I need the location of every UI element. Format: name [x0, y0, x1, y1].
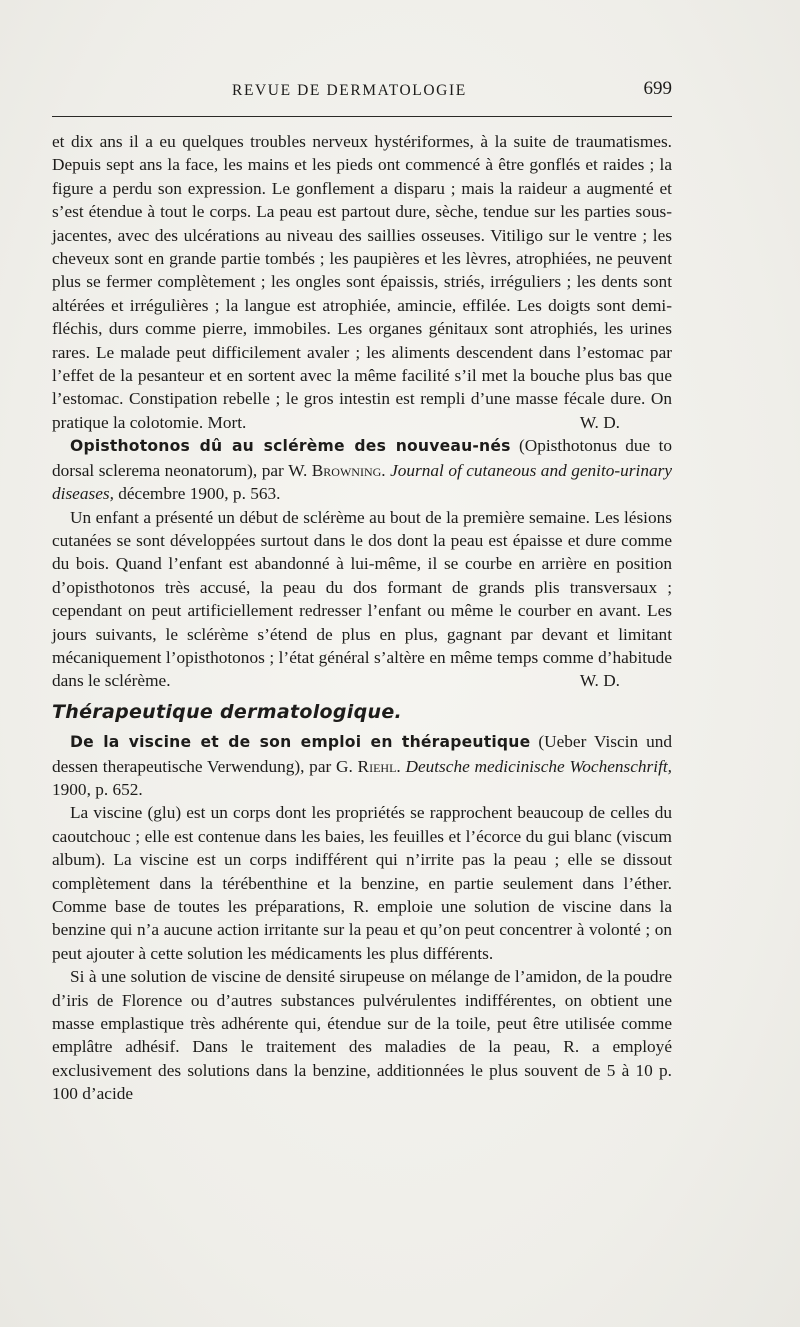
page-number: 699 — [643, 78, 672, 99]
article2-paragraph-1: La viscine (glu) est un corps dont les propriétés se rapprochent beaucoup de celles du caoutchouc ; elle est contenue dans les baies, les feuilles et l’écorce du gui blanc (viscum album). La viscine est un corps indifférent qui n’irrite pas la peau ; elle se dissout complètement dans la térébenthine et la benzine, en partie seulement dans l’éther. Comme base de toutes les préparations, R. emploie une solution de viscine dans la benzine qui n’a aucune action irritante sur la peau et qu’on peut concentrer à volonté ; on peut ajouter à cette solution les médicaments les plus différents. — [52, 803, 672, 963]
article2-journal: Deutsche medicinische Wochenschrift, — [405, 756, 673, 776]
article2-paragraph-2: Si à une solution de viscine de densité sirupeuse on mélange de l’amidon, de la poudre d’iris de Florence ou d’autres substances pulvérulentes indifférentes, on obtient une masse emplastique très adhérente qui, étendue sur de la toile, peut être utilisée comme emplâtre adhésif. Dans le traitement des maladies de la peau, R. a employé exclusivement des solutions dans la benzine, additionnées le plus souvent de 5 à 10 p. 100 d’acide — [52, 967, 672, 1104]
article1-header — [52, 434, 672, 505]
article2-author: Riehl. — [357, 756, 401, 776]
article1-text: Un enfant a présenté un début de sclérème au bout de la première semaine. Les lésions cutanées se sont développées surtout dans le dos dont la peau est épaisse et dure comme du bois. Quand l’enfant est abandonné à lui-même, il se courbe en arrière en position d’opisthotonos très accusé, la peau du dos formant de grands plis transversaux ; cependant on peut artificiellement redresser l’enfant ou même le courber en avant. Les jours suivants, le sclérème s’étend de plus en plus, gagnant par devant et limitant mécaniquement l’opisthotonos ; l’état général s’altère en même temps comme d’habitude dans le sclérème. — [52, 507, 672, 691]
article2-header — [52, 730, 672, 801]
section-heading: Thérapeutique dermatologique. — [52, 700, 403, 723]
article1-signature: W. D. — [579, 671, 620, 691]
continuation-text: et dix ans il a eu quelques troubles nerveux hystériformes, à la suite de traumatismes. Depuis sept ans la face, les mains et les pieds ont commencé à être gonflés et raides ; la figure a perdu son expression. Le gonflement a disparu ; mais la raideur a augmenté et s’est étendue à tout le corps. La peau est partout dure, sèche, tendue sur les parties sous-jacentes, avec des ulcérations au niveau des saillies osseuses. Vitiligo sur le ventre ; les cheveux sont en grande partie tombés ; les paupières et les lèvres, atrophiées, ne peuvent plus se fermer complètement ; les ongles sont épaissis, striés, irréguliers ; les dents sont altérées et irrégulières ; la langue est atrophiée, amincie, effilée. Les doigts sont demi-fléchis, durs comme pierre, immobiles. Les organes génitaux sont atrophiés, les urines rares. Le malade peut difficilement avaler ; les aliments descendent dans l’estomac par l’effet de la pesanteur et en sortent avec la même facilité s’il met la bouche plus bas que l’estomac. Constipation rebelle ; le gros intestin est rempli d’une masse fécale dure. On pratique la colotomie. Mort. — [52, 132, 672, 432]
running-head — [52, 78, 672, 104]
continuation-signature: W. D. — [579, 412, 620, 432]
header-rule — [52, 116, 672, 117]
body-text — [52, 130, 672, 1106]
article1-subtitle: (Opisthotonus due to dorsal sclerema neonatorum), par — [52, 436, 673, 480]
article1-title: Opisthotonos dû au sclérème des nouveau-nés — [70, 437, 511, 456]
article1-author: W. Browning. — [288, 460, 386, 480]
article1-journal: Journal of cutaneous and genito-urinary diseases, — [52, 460, 672, 504]
journal-title: REVUE DE DERMATOLOGIE — [232, 82, 467, 99]
article1-citation: décembre 1900, p. 563. — [118, 484, 281, 504]
continuation-paragraph — [52, 130, 672, 434]
article2-citation: 1900, p. 652. — [52, 779, 143, 799]
article1-paragraph — [52, 506, 672, 693]
article2-subtitle: (Ueber Viscin und dessen therapeutische Verwendung), par G. — [52, 732, 672, 776]
article2-title: De la viscine et de son emploi en thérapeutique — [70, 733, 531, 752]
